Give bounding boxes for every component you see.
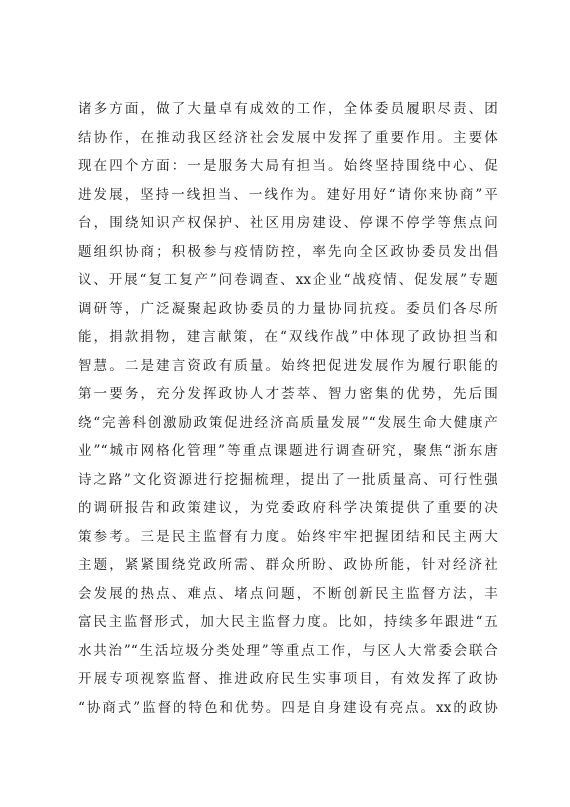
text-line: 主题，紧紧围绕党政所需、群众所盼、政协所能，针对经济社: [78, 557, 498, 573]
text-line: 议、开展“复工复产”问卷调查、xx企业“战疫情、促发展”专题: [78, 272, 498, 288]
text-line: 会发展的热点、难点、堵点问题，不断创新民主监督方法，丰: [78, 585, 498, 602]
text-line: 策参考。三是民主监督有力度。始终牢牢把握团结和民主两大: [78, 528, 498, 545]
text-line: 诗之路”文化资源进行挖掘梳理，提出了一批质量高、可行性强: [78, 471, 498, 488]
text-line: 绕“完善科创激励政策促进经济高质量发展”“发展生命大健康产: [78, 414, 498, 431]
text-line: 结协作，在推动我区经济社会发展中发挥了重要作用。主要体: [78, 129, 498, 146]
text-line: 进发展，坚持一线担当、一线作为。建好用好“请你来协商”平: [78, 186, 498, 203]
body-paragraph: [78, 95, 498, 722]
text-line: 业”“城市网格化管理”等重点课题进行调查研究，聚焦“浙东唐: [78, 443, 498, 459]
text-line: 题组织协商；积极参与疫情防控，率先向全区政协委员发出倡: [78, 243, 498, 260]
text-line: 的调研报告和政策建议，为党委政府科学决策提供了重要的决: [78, 500, 498, 516]
text-line: 调研等，广泛凝聚起政协委员的力量协同抗疫。委员们各尽所: [78, 300, 498, 317]
text-line: 开展专项视察监督、推进政府民生实事项目，有效发挥了政协: [78, 671, 498, 687]
text-line: 智慧。二是建言资政有质量。始终把促进发展作为履行职能的: [78, 357, 498, 374]
text-line: “协商式”监督的特色和优势。四是自身建设有亮点。xx的政协: [78, 699, 498, 716]
text-line: 台，围绕知识产权保护、社区用房建设、停课不停学等焦点问: [78, 215, 498, 231]
text-line: 第一要务，充分发挥政协人才荟萃、智力密集的优势，先后围: [78, 386, 498, 402]
text-line: 现在四个方面：一是服务大局有担当。始终坚持围绕中心、促: [78, 158, 498, 174]
text-line: 水共治”“生活垃圾分类处理”等重点工作，与区人大常委会联合: [78, 642, 498, 659]
text-line: 富民主监督形式，加大民主监督力度。比如，持续多年跟进“五: [78, 614, 498, 630]
text-line: 诸多方面，做了大量卓有成效的工作，全体委员履职尽责、团: [78, 101, 498, 117]
text-line: 能，捐款捐物，建言献策，在“双线作战”中体现了政协担当和: [78, 329, 498, 345]
